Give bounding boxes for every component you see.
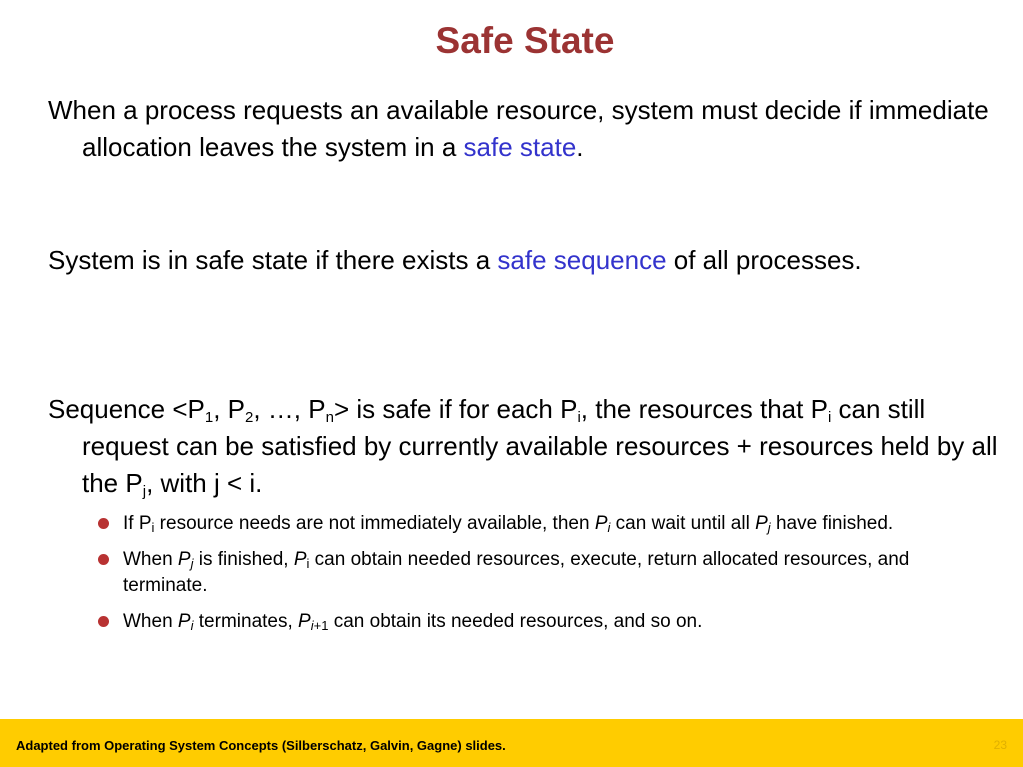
paragraph-tail: . — [576, 132, 584, 162]
footer-credit: Adapted from Operating System Concepts (Silberschatz, Galvin, Gagne) slides. — [16, 738, 506, 753]
italic-symbol: P — [298, 611, 311, 632]
bullet-text: When — [123, 611, 178, 632]
bullet-text: If P — [123, 513, 152, 534]
subscript: j — [190, 556, 194, 571]
seq-text: , …, P — [253, 394, 326, 424]
safe-sequence-term: safe sequence — [497, 245, 667, 275]
page-number: 23 — [993, 738, 1007, 752]
bullet-text: When — [123, 549, 178, 570]
subscript: i — [827, 409, 832, 426]
paragraph-request-decision — [48, 92, 1012, 166]
subscript: +1 — [313, 618, 329, 633]
bullet-dot-icon — [98, 518, 109, 529]
subscript: i — [151, 520, 155, 535]
paragraph-safe-sequence — [48, 242, 1012, 279]
bullet-text: resource needs are not immediately available, then — [154, 513, 595, 534]
subscript: n — [325, 409, 334, 426]
bullet-dot-icon — [98, 616, 109, 627]
subscript: i — [577, 409, 581, 426]
italic-symbol: P — [755, 513, 768, 534]
subscript: i — [306, 556, 310, 571]
bullet-text: can obtain needed resources, execute, return allocated resources, and terminate. — [123, 549, 910, 596]
subscript: j — [767, 520, 771, 535]
subscript: i — [310, 618, 314, 633]
italic-symbol: P — [594, 513, 608, 534]
paragraph-text: System is in safe state if there exists a — [48, 245, 498, 275]
seq-text: , the resources that P — [580, 394, 828, 424]
seq-text: , with j < i. — [146, 468, 263, 498]
footer-bar — [0, 719, 1023, 767]
seq-text: > is safe if for each P — [333, 394, 578, 424]
slide-title: Safe State — [435, 20, 615, 61]
subscript: 1 — [204, 409, 214, 426]
bullet-item — [98, 511, 978, 537]
bullet-text: can wait until all — [610, 513, 756, 534]
italic-symbol: P — [293, 549, 307, 570]
bullet-item — [98, 547, 978, 599]
bullet-text: terminates, — [193, 611, 299, 632]
seq-text: Sequence <P — [48, 394, 205, 424]
seq-text: can still request can be satisfied by currently available resources + resources held by all the P — [82, 394, 998, 498]
subscript: i — [190, 618, 194, 633]
seq-text: , P — [213, 394, 245, 424]
subscript: j — [142, 483, 147, 500]
bullet-text: have finished. — [770, 513, 894, 534]
paragraph-text: When a process requests an available resource, system must decide if immediate allocation leaves the system in a — [48, 95, 989, 162]
bullet-item — [98, 609, 978, 635]
italic-symbol: P — [177, 549, 191, 570]
italic-symbol: P — [177, 611, 191, 632]
subscript: i — [607, 520, 611, 535]
subscript: 2 — [245, 409, 254, 426]
bullet-list — [98, 511, 978, 645]
paragraph-sequence-definition — [48, 391, 1012, 502]
paragraph-tail: of all processes. — [666, 245, 862, 275]
bullet-dot-icon — [98, 554, 109, 565]
bullet-text: can obtain its needed resources, and so on. — [328, 611, 703, 632]
safe-state-term: safe state — [463, 132, 577, 162]
bullet-text: is finished, — [193, 549, 294, 570]
